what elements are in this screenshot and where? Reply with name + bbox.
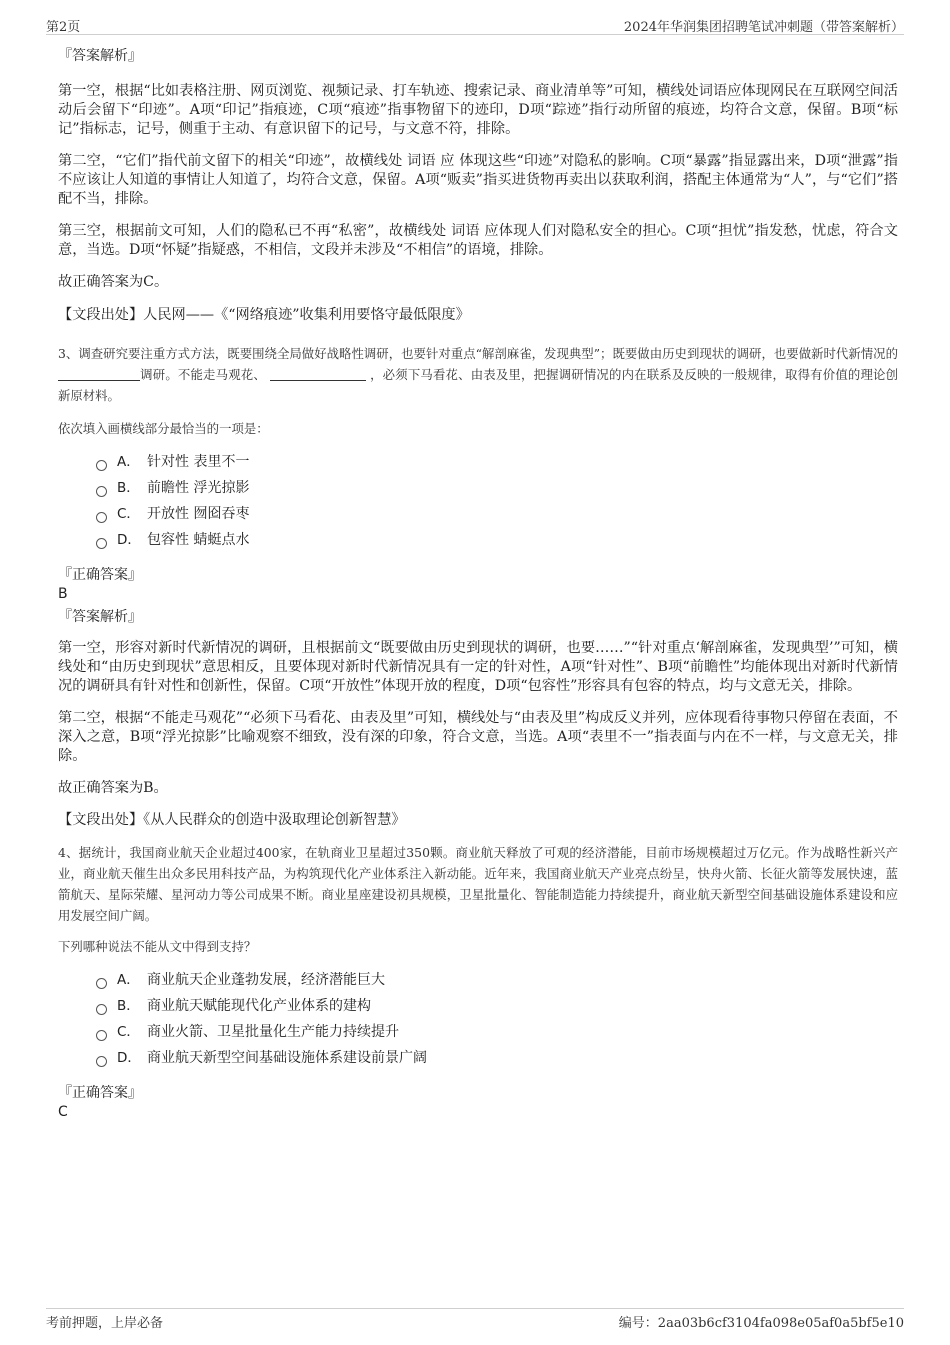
radio-icon[interactable] xyxy=(96,1004,107,1015)
q3-stem xyxy=(58,343,898,406)
q2-analysis-paragraph-3: 第三空，根据前文可知，人们的隐私已不再“私密”，故横线处 词语 应体现人们对隐私安全的担心。C项“担忧”指发愁，忧虑，符合文意，当选。D项“怀疑”指疑惑，不相信，文段并未涉及“不相信”的语境，排除。 xyxy=(58,223,898,258)
q3-option-c[interactable]: C． 开放性 囫囵吞枣 xyxy=(96,501,898,527)
q2-analysis-paragraph-2: 第二空，“它们”指代前文留下的相关“印迹”，故横线处 词语 应 体现这些“印迹”对隐私的影响。C项“暴露”指显露出来，D项“泄露”指不应该让人知道的事情让人知道了，均符合文意，保留。A项“贩卖”指买进货物再卖出以获取利润，搭配主体通常为“人”，与“它们”搭配不当，排除。 xyxy=(58,153,898,207)
q4-option-b[interactable]: B． 商业航天赋能现代化产业体系的建构 xyxy=(96,993,898,1019)
q2-analysis-paragraph-1: 第一空，根据“比如表格注册、网页浏览、视频记录、打车轨迹、搜索记录、商业清单等”可知，横线处词语应体现网民在互联网空间活动后会留下“印迹”。A项“印记”指痕迹，C项“痕迹”指事物留下的迹印，D项“踪迹”指行动所留的痕迹，均符合文意，保留。B项“标记”指标志，记号，侧重于主动、有意识留下的记号，与文意不符，排除。 xyxy=(58,83,898,137)
q3-option-d[interactable]: D． 包容性 蜻蜓点水 xyxy=(96,527,898,553)
page-header xyxy=(46,14,904,35)
q3-option-a[interactable]: A． 针对性 表里不一 xyxy=(96,449,898,475)
radio-icon[interactable] xyxy=(96,486,107,497)
q3-answer: B xyxy=(58,586,68,602)
radio-icon[interactable] xyxy=(96,512,107,523)
q3-answer-label: 『正确答案』 xyxy=(58,567,142,583)
q3-source: 【文段出处】《从人民群众的创造中汲取理论创新智慧》 xyxy=(58,812,406,828)
q4-options xyxy=(96,967,898,1071)
q2-conclusion: 故正确答案为C。 xyxy=(58,274,169,290)
page-content xyxy=(58,46,898,1125)
q2-analysis-label: 『答案解析』 xyxy=(58,48,142,64)
page-footer xyxy=(46,1308,904,1329)
q3-blank-2 xyxy=(270,366,366,381)
q4-option-a[interactable]: A． 商业航天企业蓬勃发展，经济潜能巨大 xyxy=(96,967,898,993)
q3-prompt: 依次填入画横线部分最恰当的一项是： xyxy=(58,421,269,436)
q3-options xyxy=(96,449,898,553)
q3-analysis-paragraph-1: 第一空，形容对新时代新情况的调研，且根据前文“既要做由历史到现状的调研，也要……”“针对重点‘解剖麻雀，发现典型’”可知，横线处和“由历史到现状”意思相反，且要体现对新时代新情况具有一定的针对性，A项“针对性”、B项“前瞻性”均能体现出对新时代新情况的调研具有针对性和创新性，保留。C项“开放性”体现开放的程度，D项“包容性”形容具有包容的特点，均与文意无关，排除。 xyxy=(58,640,898,694)
document-title: 2024年华润集团招聘笔试冲刺题（带答案解析） xyxy=(623,20,904,35)
q4-answer: C xyxy=(58,1104,68,1120)
radio-icon[interactable] xyxy=(96,1030,107,1041)
page-number: 第2页 xyxy=(46,20,81,35)
q3-analysis-label: 『答案解析』 xyxy=(58,609,142,625)
q4-prompt: 下列哪种说法不能从文中得到支持？ xyxy=(58,939,257,954)
footer-slogan: 考前押题，上岸必备 xyxy=(46,1316,164,1331)
q4-answer-label: 『正确答案』 xyxy=(58,1085,142,1101)
document-id: 编号：2aa03b6cf3104fa098e05af0a5bf5e10 xyxy=(618,1316,904,1331)
q4-option-c[interactable]: C． 商业火箭、卫星批量化生产能力持续提升 xyxy=(96,1019,898,1045)
q3-option-b[interactable]: B． 前瞻性 浮光掠影 xyxy=(96,475,898,501)
q3-analysis-paragraph-2: 第二空，根据“不能走马观花”“必须下马看花、由表及里”可知，横线处与“由表及里”构成反义并列，应体现看待事物只停留在表面，不深入之意，B项“浮光掠影”比喻观察不细致，没有深的印象，符合文意，当选。A项“表里不一”指表面与内在不一样，与文意无关，排除。 xyxy=(58,710,898,764)
q3-blank-1 xyxy=(58,366,140,381)
q3-conclusion: 故正确答案为B。 xyxy=(58,780,168,796)
q2-source: 【文段出处】人民网——《“网络痕迹”收集利用要恪守最低限度》 xyxy=(58,307,470,323)
radio-icon[interactable] xyxy=(96,538,107,549)
q3-stem-part-3: ，必须下马看花、由表及里，把握调研情况的内在联系及反映的一般规律，取得有价值的理论创新原材料。 xyxy=(58,367,899,403)
q3-stem-part-2: 调研。不能走马观花、 xyxy=(140,367,266,382)
q4-stem: 4、据统计，我国商业航天企业超过400家，在轨商业卫星超过350颗。商业航天释放了可观的经济潜能，目前市场规模超过万亿元。作为战略性新兴产业，商业航天催生出众多民用科技产品，为构筑现代化产业体系注入新动能。近年来，我国商业航天产业亮点纷呈，快舟火箭、长征火箭等发展快速，蓝箭航天、星际荣耀、星河动力等公司成果不断。商业星座建设初具规模，卫星批量化、智能制造能力持续提升，商业航天新型空间基础设施体系建设和应用发展空间广阔。 xyxy=(58,845,898,923)
radio-icon[interactable] xyxy=(96,460,107,471)
q4-option-d[interactable]: D． 商业航天新型空间基础设施体系建设前景广阔 xyxy=(96,1045,898,1071)
q3-stem-part-1: 3、调查研究要注重方式方法，既要围绕全局做好战略性调研，也要针对重点“解剖麻雀，发现典型”；既要做由历史到现状的调研，也要做新时代新情况的 xyxy=(58,346,898,361)
radio-icon[interactable] xyxy=(96,978,107,989)
radio-icon[interactable] xyxy=(96,1056,107,1067)
